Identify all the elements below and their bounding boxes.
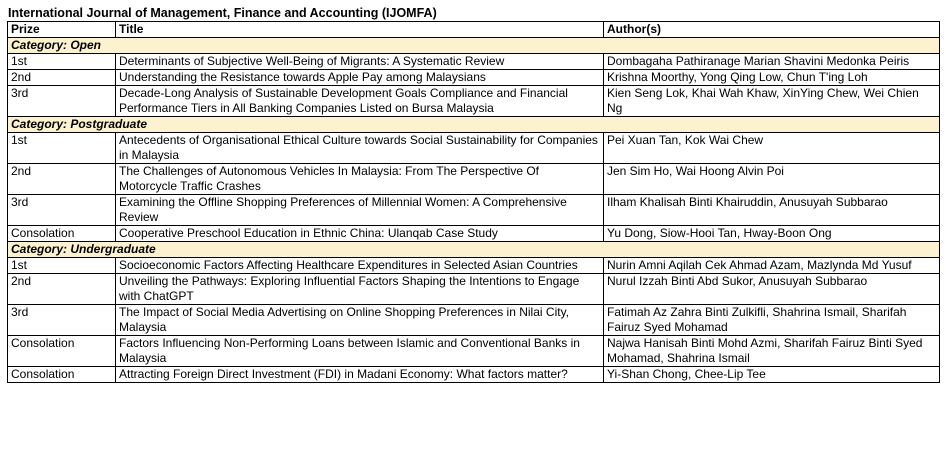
prize-cell: Consolation [8, 226, 116, 242]
title-cell: Cooperative Preschool Education in Ethnic China: Ulanqab Case Study [116, 226, 604, 242]
authors-cell: Najwa Hanisah Binti Mohd Azmi, Sharifah Fairuz Binti Syed Mohamad, Shahrina Ismail [604, 336, 940, 367]
table-row [8, 258, 940, 274]
authors-cell: Pei Xuan Tan, Kok Wai Chew [604, 133, 940, 164]
table-row [8, 86, 940, 117]
title-cell: The Impact of Social Media Advertising on Online Shopping Preferences in Nilai City, Malaysia [116, 305, 604, 336]
category-row [8, 38, 940, 54]
authors-cell: Yu Dong, Siow-Hooi Tan, Hway-Boon Ong [604, 226, 940, 242]
table-row [8, 133, 940, 164]
title-cell: The Challenges of Autonomous Vehicles In Malaysia: From The Perspective Of Motorcycle Traffic Crashes [116, 164, 604, 195]
title-cell: Antecedents of Organisational Ethical Culture towards Social Sustainability for Companies in Malaysia [116, 133, 604, 164]
prize-cell: 2nd [8, 164, 116, 195]
category-label: Category: Undergraduate [8, 242, 940, 258]
prize-cell: 1st [8, 133, 116, 164]
title-cell: Understanding the Resistance towards Apple Pay among Malaysians [116, 70, 604, 86]
prize-cell: 2nd [8, 70, 116, 86]
title-cell: Unveiling the Pathways: Exploring Influential Factors Shaping the Intentions to Engage with ChatGPT [116, 274, 604, 305]
title-cell: Socioeconomic Factors Affecting Healthcare Expenditures in Selected Asian Countries [116, 258, 604, 274]
authors-cell: Fatimah Az Zahra Binti Zulkifli, Shahrina Ismail, Sharifah Fairuz Syed Mohamad [604, 305, 940, 336]
category-label: Category: Open [8, 38, 940, 54]
header-authors: Author(s) [604, 22, 940, 38]
table-row [8, 367, 940, 383]
prize-cell: Consolation [8, 336, 116, 367]
prize-cell: 3rd [8, 195, 116, 226]
table-header-row [8, 22, 940, 38]
table-row [8, 305, 940, 336]
awards-table [7, 21, 940, 383]
title-cell: Attracting Foreign Direct Investment (FDI) in Madani Economy: What factors matter? [116, 367, 604, 383]
prize-cell: 3rd [8, 305, 116, 336]
prize-cell: Consolation [8, 367, 116, 383]
prize-cell: 3rd [8, 86, 116, 117]
authors-cell: Krishna Moorthy, Yong Qing Low, Chun T'ing Loh [604, 70, 940, 86]
document-title: International Journal of Management, Finance and Accounting (IJOMFA) [8, 6, 437, 20]
table-row [8, 164, 940, 195]
authors-cell: Nurul Izzah Binti Abd Sukor, Anusuyah Subbarao [604, 274, 940, 305]
authors-cell: Jen Sim Ho, Wai Hoong Alvin Poi [604, 164, 940, 195]
awards-table-body [8, 22, 940, 383]
table-row [8, 54, 940, 70]
authors-cell: Ilham Khalisah Binti Khairuddin, Anusuyah Subbarao [604, 195, 940, 226]
prize-cell: 1st [8, 54, 116, 70]
title-cell: Determinants of Subjective Well-Being of Migrants: A Systematic Review [116, 54, 604, 70]
table-row [8, 226, 940, 242]
prize-cell: 1st [8, 258, 116, 274]
title-cell: Examining the Offline Shopping Preferences of Millennial Women: A Comprehensive Review [116, 195, 604, 226]
authors-cell: Yi-Shan Chong, Chee-Lip Tee [604, 367, 940, 383]
table-row [8, 336, 940, 367]
title-cell: Factors Influencing Non-Performing Loans between Islamic and Conventional Banks in Malaysia [116, 336, 604, 367]
authors-cell: Nurin Amni Aqilah Cek Ahmad Azam, Mazlynda Md Yusuf [604, 258, 940, 274]
prize-cell: 2nd [8, 274, 116, 305]
authors-cell: Dombagaha Pathiranage Marian Shavini Medonka Peiris [604, 54, 940, 70]
category-row [8, 242, 940, 258]
category-row [8, 117, 940, 133]
authors-cell: Kien Seng Lok, Khai Wah Khaw, XinYing Chew, Wei Chien Ng [604, 86, 940, 117]
table-row [8, 195, 940, 226]
header-prize: Prize [8, 22, 116, 38]
title-cell: Decade-Long Analysis of Sustainable Development Goals Compliance and Financial Performance Tiers in All Banking Companies Listed on Bursa Malaysia [116, 86, 604, 117]
header-title: Title [116, 22, 604, 38]
category-label: Category: Postgraduate [8, 117, 940, 133]
table-row [8, 70, 940, 86]
table-row [8, 274, 940, 305]
